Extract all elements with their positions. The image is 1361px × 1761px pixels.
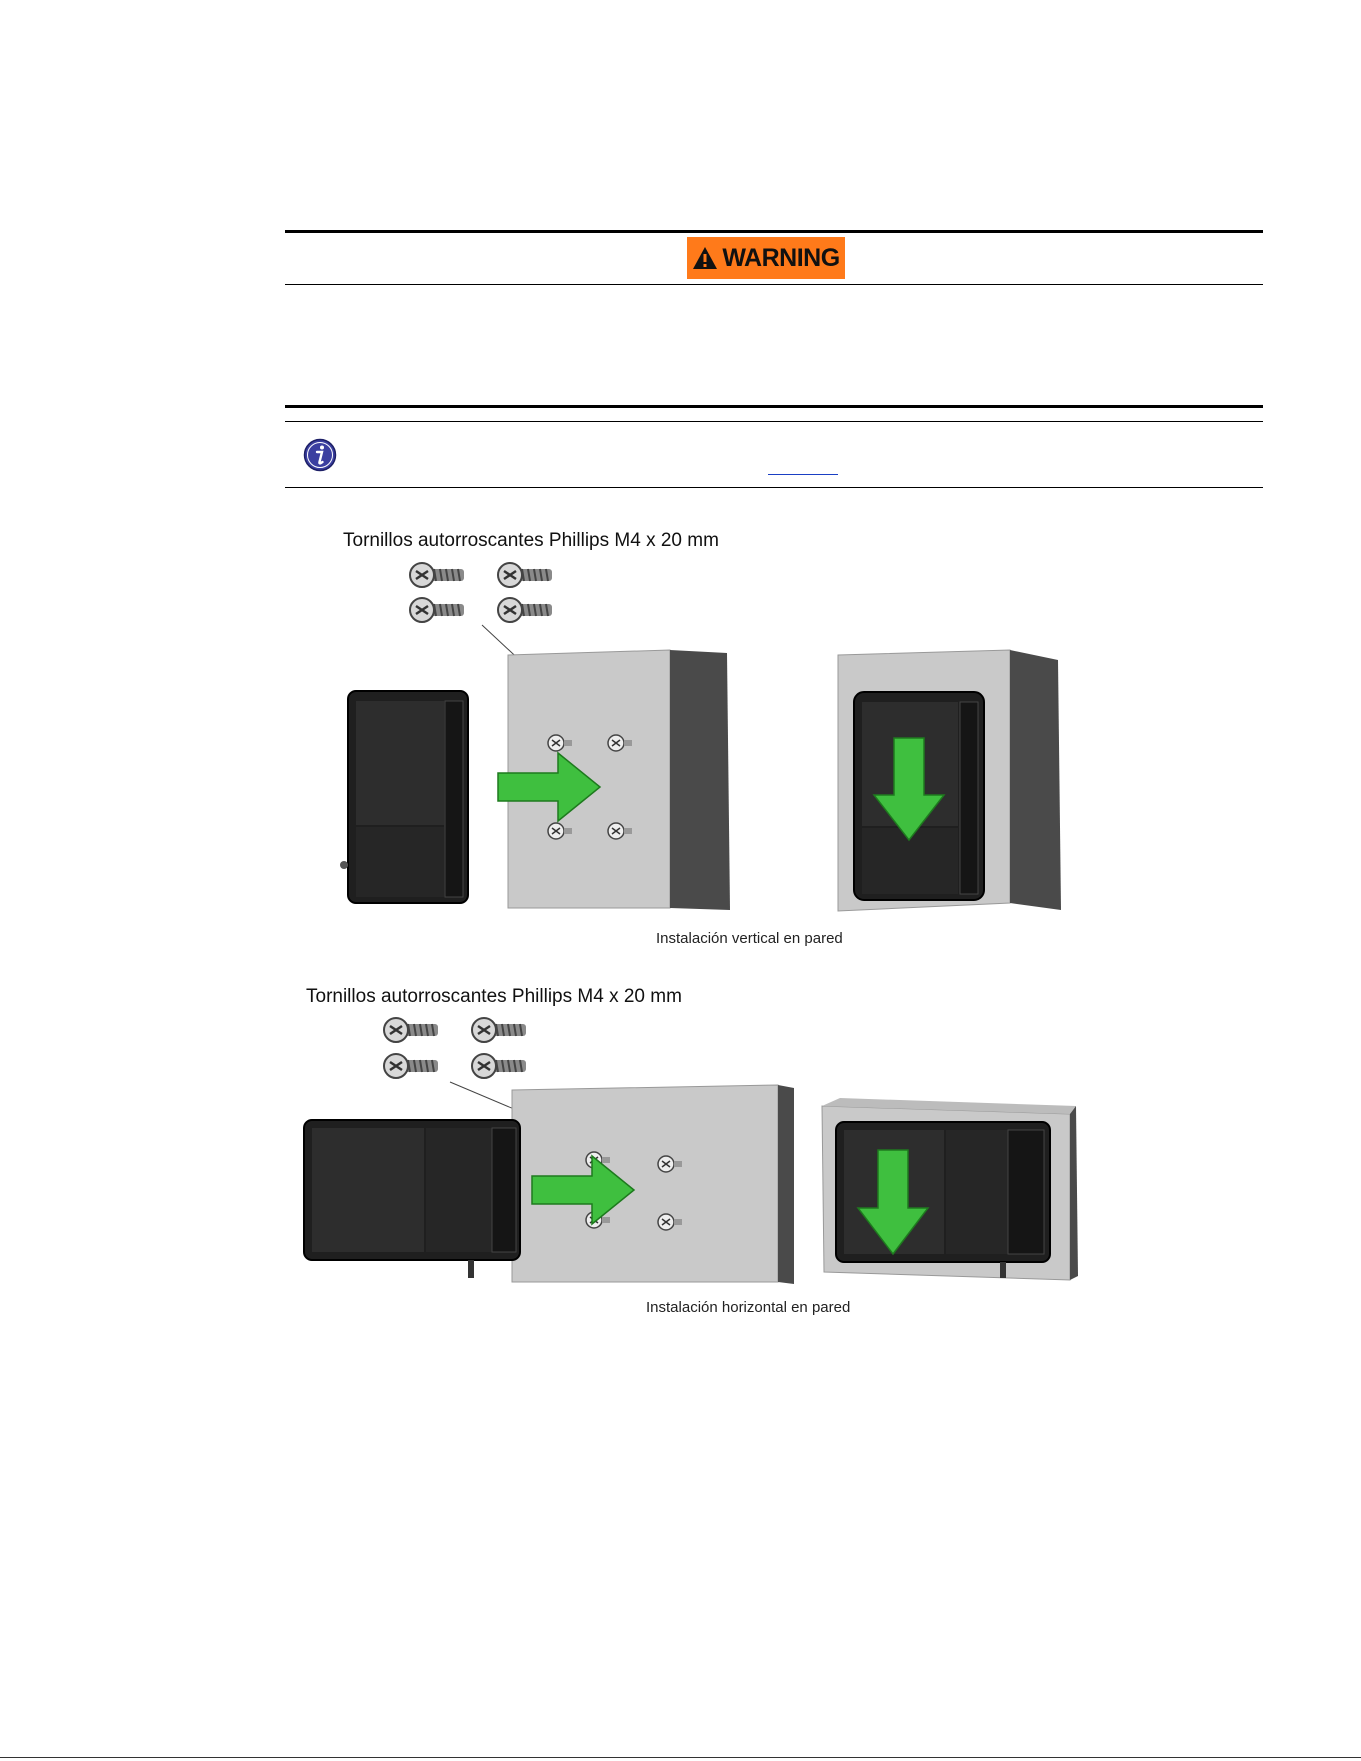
warning-bottom-rule <box>285 284 1263 285</box>
screw-icon <box>410 563 464 587</box>
warning-badge <box>687 237 845 279</box>
horizontal-figure-title: Tornillos autorroscantes Phillips M4 x 20 mm <box>306 986 682 1007</box>
horizontal-installation-figure <box>300 1010 1110 1310</box>
note-separator-rule <box>285 405 1263 408</box>
vertical-figure-caption: Instalación vertical en pared <box>656 930 843 947</box>
screw-icon <box>384 1018 438 1042</box>
wall-block-mounted <box>838 650 1061 911</box>
note-bottom-rule <box>285 487 1263 488</box>
device-horizontal <box>304 1120 520 1278</box>
info-icon <box>303 438 337 472</box>
screw-icon <box>472 1018 526 1042</box>
warning-triangle-icon <box>692 246 718 270</box>
warning-label: WARNING <box>722 243 840 272</box>
screw-icon <box>498 598 552 622</box>
wall-block-mounted <box>822 1098 1078 1280</box>
page-footer-rule <box>0 1757 1361 1758</box>
vertical-installation-figure <box>330 555 1080 925</box>
vertical-figure-title: Tornillos autorroscantes Phillips M4 x 20 mm <box>343 530 719 551</box>
screw-group-horizontal <box>384 1018 526 1078</box>
screw-group-vertical <box>410 563 552 622</box>
warning-top-rule <box>285 230 1263 233</box>
device-vertical <box>340 691 468 903</box>
horizontal-figure-caption: Instalación horizontal en pared <box>646 1299 851 1316</box>
screw-icon <box>498 563 552 587</box>
screw-icon <box>472 1054 526 1078</box>
screw-icon <box>410 598 464 622</box>
note-top-rule <box>285 421 1263 422</box>
note-link-underline[interactable] <box>768 474 838 475</box>
screw-icon <box>384 1054 438 1078</box>
